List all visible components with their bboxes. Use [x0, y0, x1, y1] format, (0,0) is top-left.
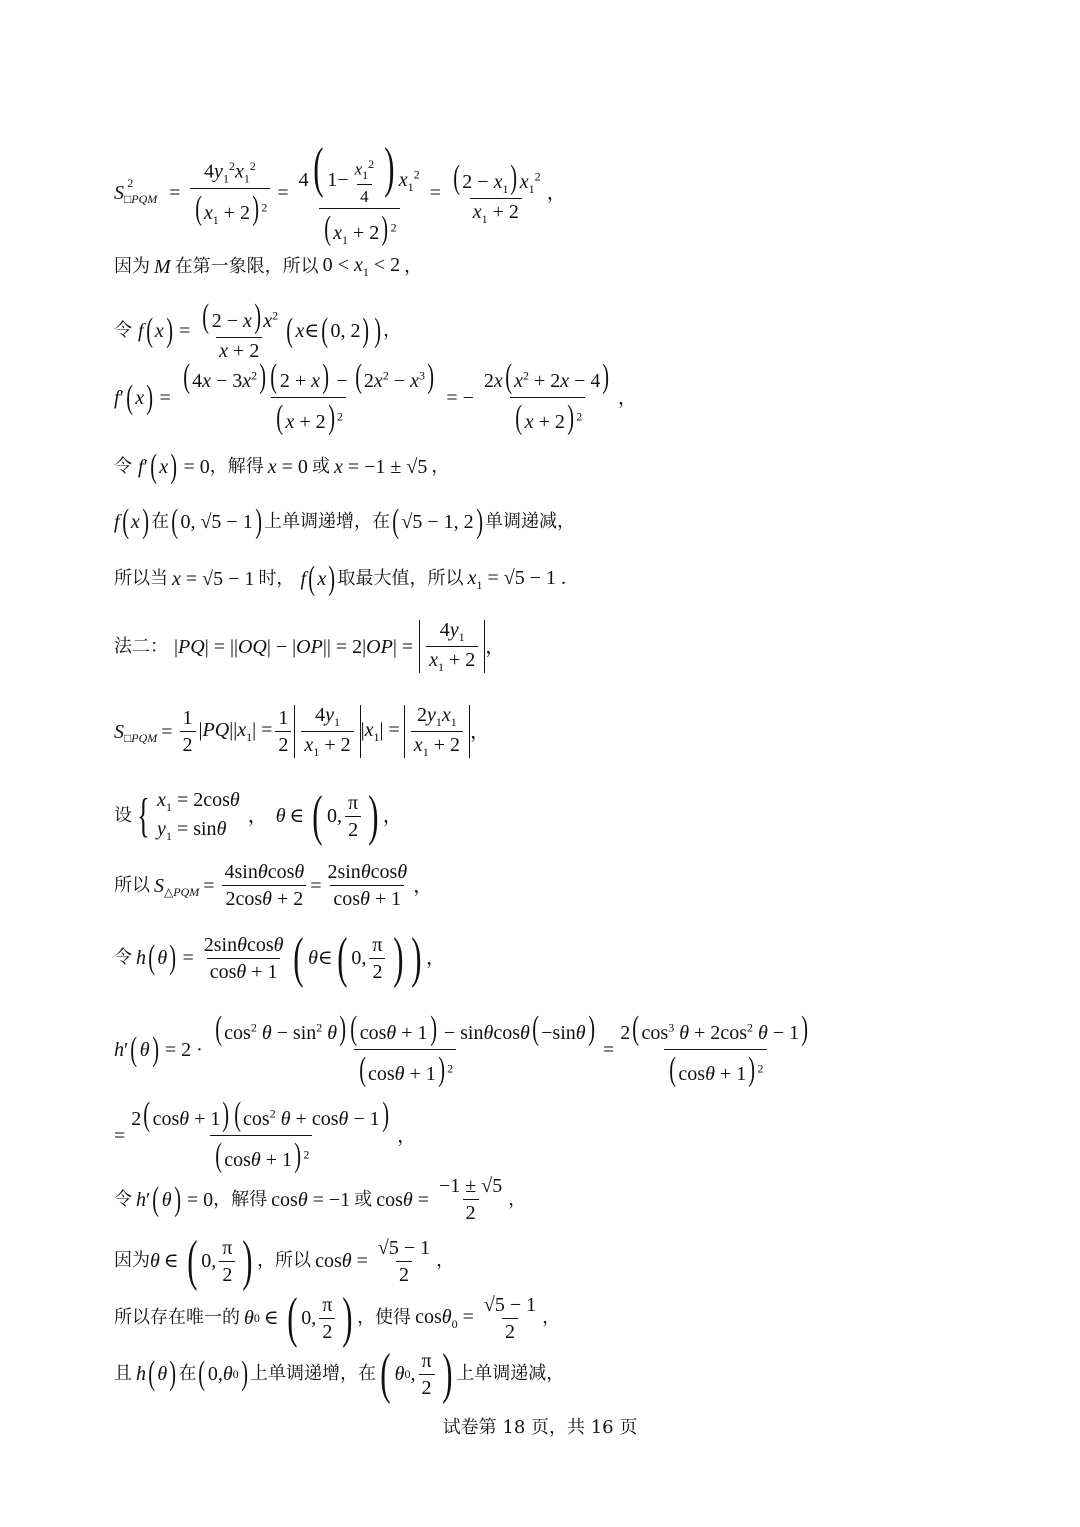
formula-line-12: 令 h ( θ ) = $\frac{2\sin\theta\cos\theta}{\cos\theta + 1}$ ( θ ∈ ( 0, $\frac{\pi}{2}$ ) ) ，: [114, 927, 446, 989]
formula-line-10: 设 { $x_1 = 2\cos\theta$ $y_1 = \sin\theta$ ， θ ∈ ( 0, $\frac{\pi}{2}$ ) ，: [114, 785, 403, 847]
formula-line-5: 令 f ′ ( x ) = 0 ，解得 x = 0 或 x = −1 ± √5 ，: [114, 448, 450, 485]
formula-line-6: f ( x ) 在 ( 0, √5 − 1 ) 上单调递增，在 ( √5 − 1, 2 ) 单调递减，: [114, 503, 575, 540]
text-line-2: 因为 M 在第一象限，所以 $0 < x_1 < 2$ ，: [114, 254, 423, 279]
formula-line-15: 令 h ′ ( θ ) = 0 ，解得 cosθ = −1 或 cosθ = $\frac{-1 \pm √5}{2}$ ，: [114, 1175, 527, 1224]
formula-line-16: 因为 θ ∈ ( 0, $\frac{\pi}{2}$ ) ，所以 cosθ = $\frac{√5 - 1}{2}$ ，: [114, 1230, 455, 1292]
formula-line-7: 所以当 x = √5 − 1 时， f ( x ) 取最大值，所以 $x_1 = √5 - 1$ .: [114, 560, 566, 597]
formula-line-8: 法二： |PQ| = ||OQ| − |OP|| = 2|OP| = $\frac{4y_1}{x_1 + 2}$ ，: [114, 619, 506, 674]
formula-line-18: 且 h ( θ ) 在 ( 0, θ 0 ) 上单调递增，在 ( θ 0 , $\frac{\pi}{2}$ ) 上单调递减，: [114, 1343, 565, 1405]
formula-line-3: 令 f ( x ) = $\frac{( 2 - x) x^2}{x + 2}$ ( x ∈ ( 0, 2 ) ) ，: [114, 298, 402, 362]
formula-line-17: 所以存在唯一的 θ 0 ∈ ( 0, $\frac{\pi}{2}$ ) ，使得 cosθ$_0$ = $\frac{√5 - 1}{2}$ ，: [114, 1287, 561, 1349]
formula-line-11: 所以 S $_{\triangle PQM}$ = $\frac{4\sin\theta\cos\theta}{2\cos\theta + 2}$ = $\frac{2\sin\theta\cos\theta}{\cos\theta + 1}$ ，: [114, 861, 434, 910]
formula-line-1: S $_{□PQM}$ $^2$ = $\frac{4y_1^2x_1^2}{( x_1 + 2) ^2}$ = 4( 1− $\frac{x_1^2}{4}$ ) $x_1^2$ ( $x_1 + 2$) $^2$ = $\frac{( 2 - x_1) x_1^2}{x_1 + 2}$ ，: [114, 137, 567, 247]
formula-line-9: S $_{□PQM}$ = $\frac{1}{2}$ $|PQ||x_1|$ = $\frac{1}{2}$ $\frac{4y_1}{x_1 + 2}$ $|x_1|$ = $\frac{2y_1x_1}{x_1 + 2}$ ，: [114, 704, 490, 759]
formula-line-13: h ′ ( θ ) = 2 · $\frac{( \cos^2 \theta - \sin^2 \theta) ( \cos\theta + 1) - \sin\theta\cos\theta( -\sin\theta)}{( \cos\theta + 1) ^2}$ = $\frac{2( \cos^3 \theta + 2\cos^2 \theta - 1)}{( \cos\theta + 1) ^2}$: [114, 1010, 809, 1088]
formula-line-4: f ′ ( x ) = $\frac{( 4x - 3x^2) ( 2 + x) - ( 2x^2 - x^3)}{( x + 2) ^2}$ = − $\frac{2x( x^2 + 2x - 4)}{( x + 2) ^2}$ ，: [114, 358, 638, 436]
formula-line-14: = $\frac{2( \cos\theta + 1) ( \cos^2 \theta + \cos\theta - 1)}{( \cos\theta + 1) ^2}$ ，: [114, 1096, 417, 1174]
page-footer: 试卷第 18 页，共 16 页: [442, 1417, 638, 1438]
